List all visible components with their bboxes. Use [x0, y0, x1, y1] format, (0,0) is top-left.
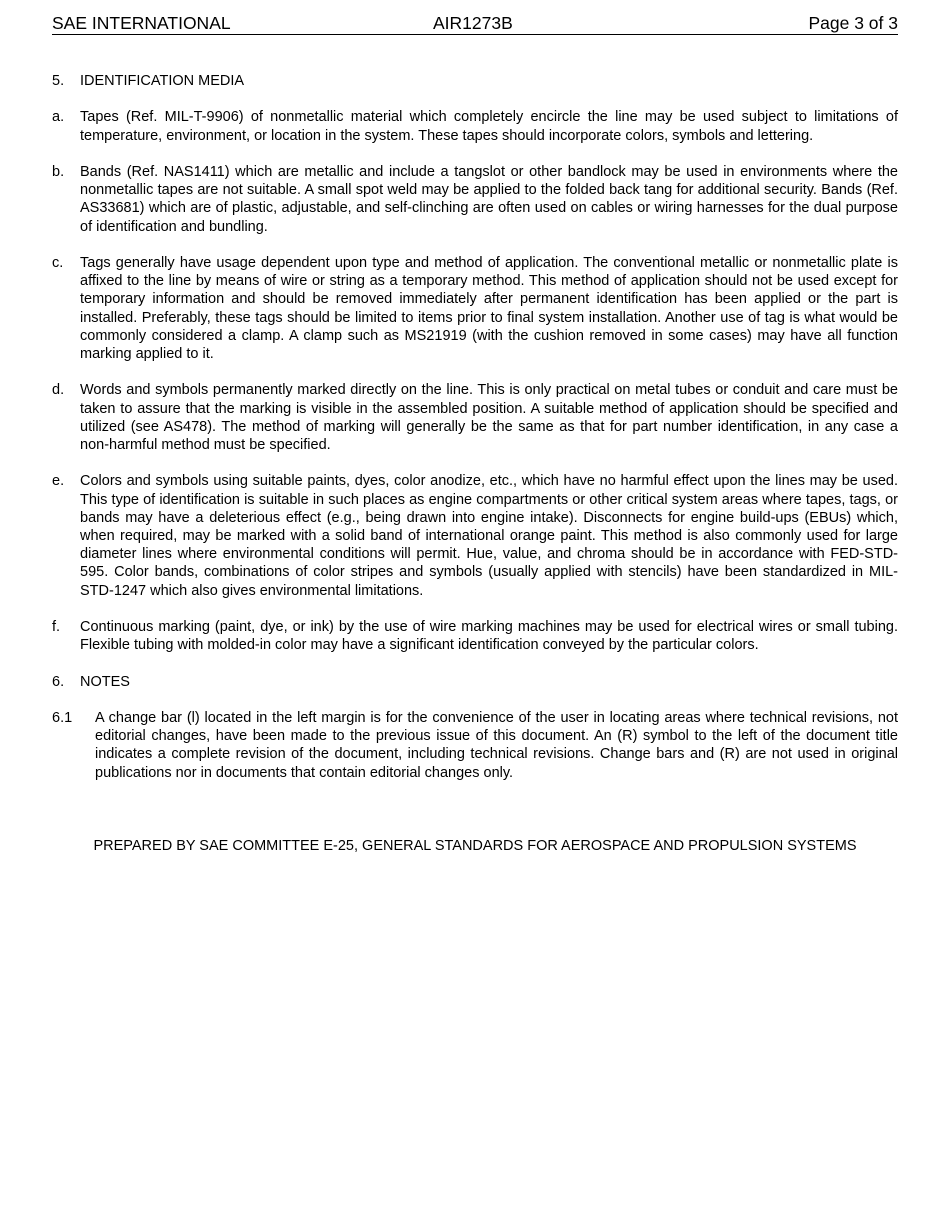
list-item-e [52, 472, 898, 599]
item-text: Bands (Ref. NAS1411) which are metallic and include a tangslot or other bandlock may be used in environments where the nonmetallic tapes are not suitable. A small spot weld may be applied to the folded back tang for additional security. Bands (Ref. AS33681) which are of plastic, adjustable, and self-clinching are often used on cables or wiring harnesses for the dual purpose of identification and bundling. [80, 163, 898, 235]
header-page-number: Page 3 of 3 [808, 13, 898, 33]
item-label: e. [52, 473, 65, 490]
item-text: Continuous marking (paint, dye, or ink) by the use of wire marking machines may be used for electrical wires or small tubing. Flexible tubing with molded-in color may have a significant identification conveyed by the particular colors. [80, 619, 898, 654]
item-label: b. [52, 163, 65, 180]
item-text: A change bar (l) located in the left margin is for the convenience of the user in locating areas where technical revisions, not editorial changes, have been made to the previous issue of this document. An (R) symbol to the left of the document title indicates a complete revision of the document, including technical revisions. Change bars and (R) are not used in original publications nor in documents that contain editorial changes only. [95, 709, 898, 781]
item-label: d. [52, 382, 65, 399]
document-body [52, 72, 898, 855]
list-item-a [52, 108, 898, 144]
section-title: NOTES [80, 673, 130, 690]
item-label: c. [52, 254, 64, 271]
page-header [52, 13, 898, 35]
header-org: SAE INTERNATIONAL [52, 13, 231, 33]
item-text: Tags generally have usage dependent upon type and method of application. The conventional metallic or nonmetallic plate is affixed to the line by means of wire or string as a temporary method. This method of application should not be used except for temporary information and should be removed immediately after permanent identification has been applied or the part is installed. Preferably, these tags should be limited to items prior to final system installation. Another use of tag is what would be commonly considered a clamp. A clamp such as MS21919 (with the cushion removed in some cases) may have all function marking applied to it. [80, 254, 898, 362]
item-label: f. [52, 619, 61, 635]
section-title: IDENTIFICATION MEDIA [80, 73, 245, 89]
header-doc-id: AIR1273B [433, 13, 513, 33]
list-item-c [52, 254, 898, 363]
list-item-b [52, 163, 898, 236]
section-heading-identification-media [52, 72, 898, 90]
list-item-d [52, 381, 898, 454]
section-number: 6. [52, 673, 65, 690]
section-heading-notes [52, 673, 898, 691]
item-text: Words and symbols permanently marked directly on the line. This is only practical on metal tubes or conduit and care must be taken to assure that the marking is visible in the assembled position. A suitable method of application should be specified and utilized (see AS478). The method of marking will generally be the same as that for part number identification, in any case a non-harmful method must be specified. [80, 382, 898, 453]
section-number: 5. [52, 73, 65, 89]
item-text: Tapes (Ref. MIL-T-9906) of nonmetallic material which completely encircle the line may be used subject to limitations of temperature, environment, or location in the system. These tapes should incorporate colors, symbols and lettering. [80, 109, 898, 144]
item-label: 6.1 [52, 709, 73, 726]
item-label: a. [52, 109, 65, 126]
document-page [52, 13, 898, 855]
item-text: Colors and symbols using suitable paints, dyes, color anodize, etc., which have no harmful effect upon the lines may be used. This type of identification is suitable in such places as engine compartments or other critical system areas where tapes, tags, or bands may have a deleterious effect (e.g., being drawn into engine intake). Disconnects for engine build-ups (EBUs) which, when required, may be marked with a solid band of international orange paint. This method is also commonly used for large diameter lines where environmental conditions will permit. Hue, value, and chroma should be in accordance with FED-STD-595. Color bands, combinations of color stripes and symbols (usually applied with stencils) have been standardized in MIL-STD-1247 which also gives environmental limitations. [80, 473, 898, 599]
list-item-6-1 [52, 709, 898, 782]
list-item-f [52, 618, 898, 654]
prepared-by-line: PREPARED BY SAE COMMITTEE E-25, GENERAL STANDARDS FOR AEROSPACE AND PROPULSION SYSTEMS [93, 837, 857, 854]
